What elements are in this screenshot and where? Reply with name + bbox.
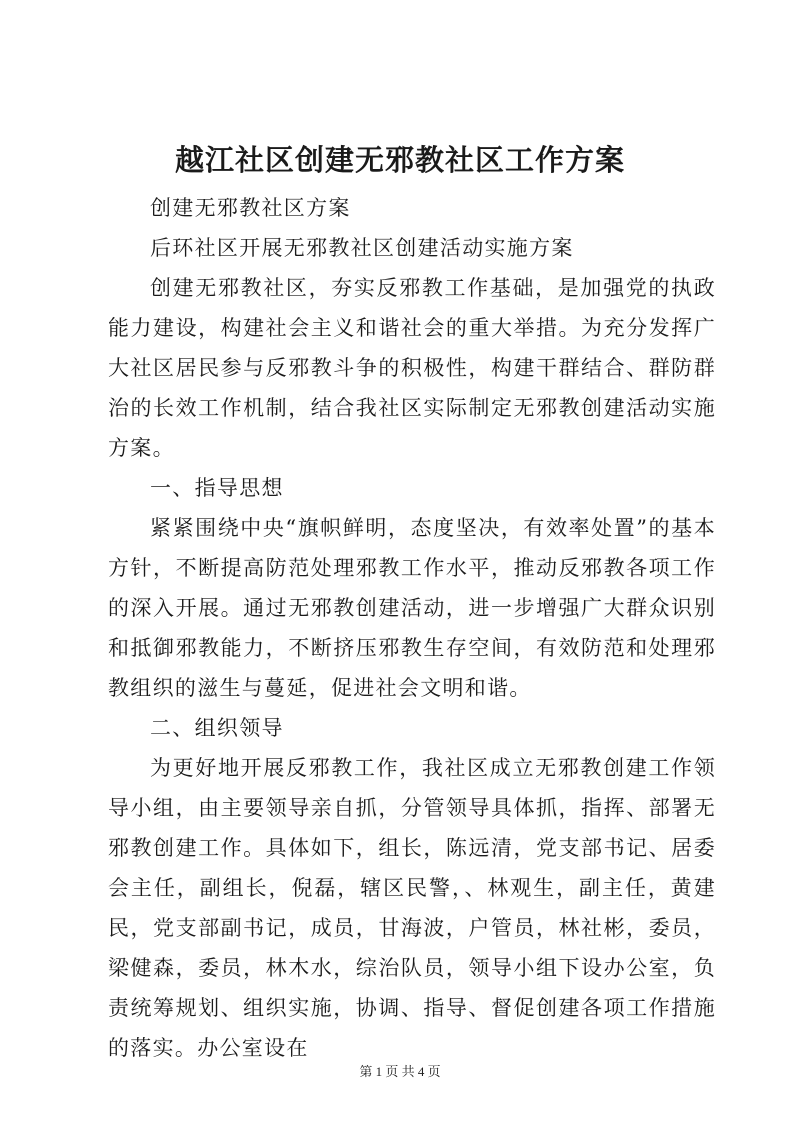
- paragraph-plan-name: 创建无邪教社区方案: [150, 196, 351, 220]
- section-heading-organization: 二、组织领导: [150, 716, 284, 740]
- section-heading-guiding-thought: 一、指导思想: [150, 476, 284, 500]
- document-title: 越江社区创建无邪教社区工作方案: [174, 143, 625, 177]
- paragraph-subtitle: 后环社区开展无邪教社区创建活动实施方案: [150, 236, 574, 260]
- document-body: [108, 188, 716, 1068]
- paragraph-intro: 创建无邪教社区，夯实反邪教工作基础，是加强党的执政能力建设，构建社会主义和谐社会的重大举措。为充分发挥广大社区居民参与反邪教斗争的积极性，构建干群结合、群防群治的长效工作机制，结合我社区实际制定无邪教创建活动实施方案。: [108, 276, 716, 460]
- paragraph-guiding-thought: 紧紧围绕中央“旗帜鲜明，态度坚决，有效率处置”的基本方针，不断提高防范处理邪教工作水平，推动反邪教各项工作的深入开展。通过无邪教创建活动，进一步增强广大群众识别和抵御邪教能力，不断挤压邪教生存空间，有效防范和处理邪教组织的滋生与蔓延，促进社会文明和谐。: [108, 516, 716, 700]
- page-number-footer: 第 1 页 共 4 页: [359, 1064, 441, 1079]
- paragraph-organization: 为更好地开展反邪教工作，我社区成立无邪教创建工作领导小组，由主要领导亲自抓，分管领导具体抓，指挥、部署无邪教创建工作。具体如下，组长，陈远清，党支部书记、居委会主任，副组长，倪磊，辖区民警，、林观生，副主任，黄建民，党支部副书记，成员，甘海波，户管员，林社彬，委员，梁健森，委员，林木水，综治队员，领导小组下设办公室，负责统筹规划、组织实施，协调、指导、督促创建各项工作措施的落实。办公室设在: [108, 756, 716, 1060]
